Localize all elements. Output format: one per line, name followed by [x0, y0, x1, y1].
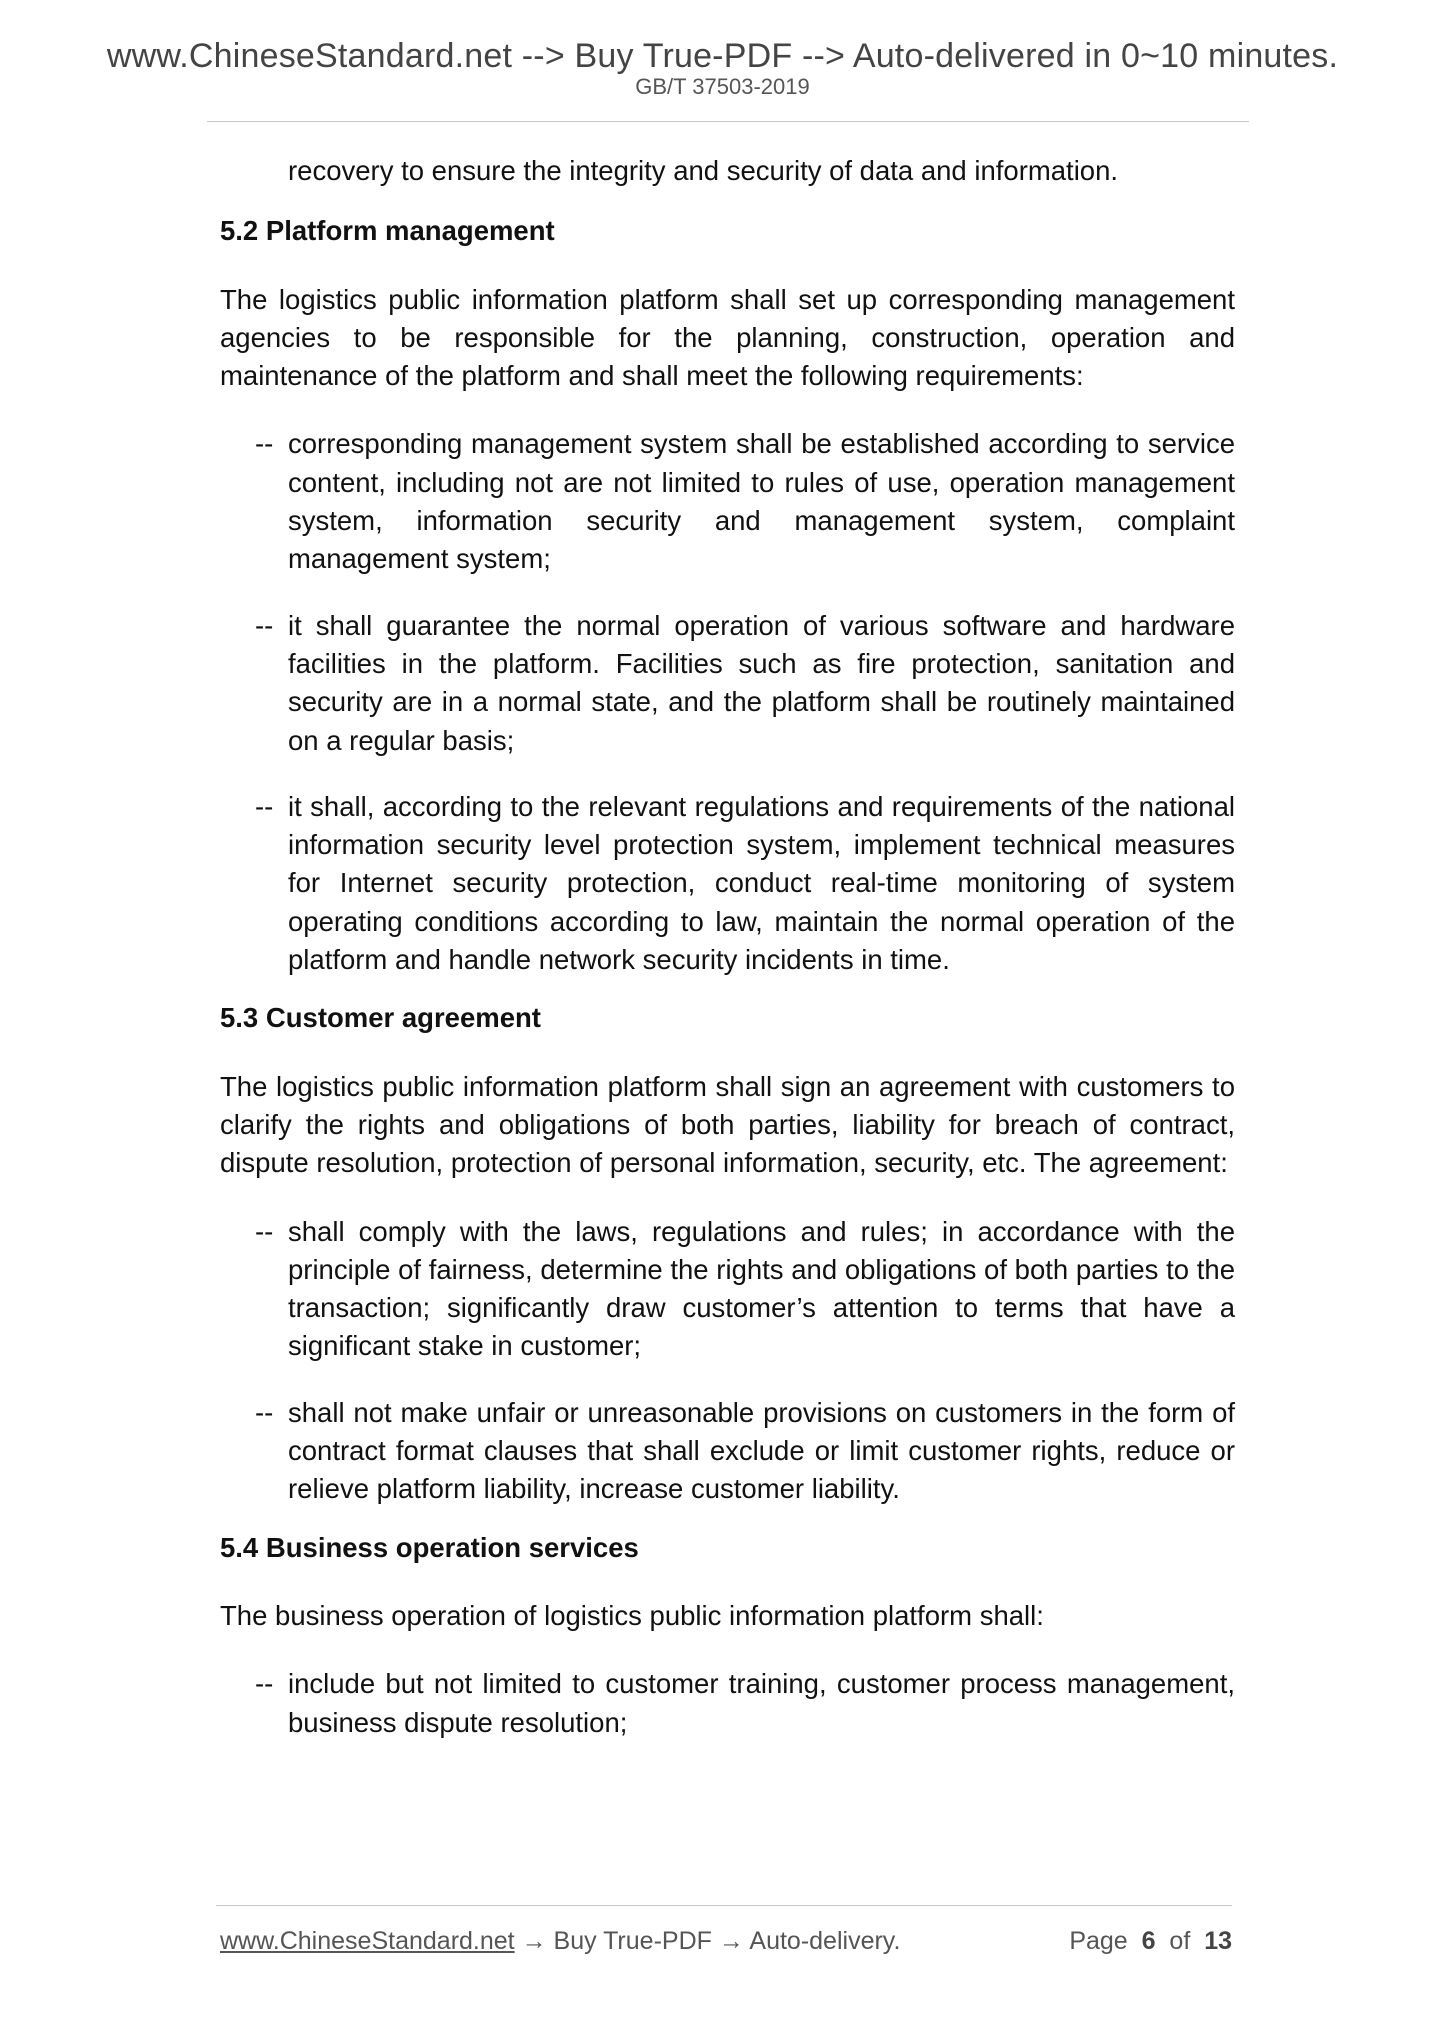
footer-link-suffix: → Buy True-PDF → Auto-delivery. [514, 1927, 901, 1955]
header-divider [207, 121, 1249, 122]
list-dash: -- [255, 428, 281, 460]
list-item [255, 1213, 1235, 1366]
page-number [1069, 1925, 1232, 1957]
section-heading: 5.3 Customer agreement [220, 1002, 541, 1034]
list-dash: -- [255, 609, 274, 641]
list-dash: -- [255, 1396, 274, 1428]
section-intro: The business operation of logistics public information platform shall: [220, 1599, 1044, 1631]
list-item-text: shall comply with the laws, regulations and rules; in accordance with the principle of fairness, determine the rights and obligations of both parties to the transaction; significantly draw customer’s attention to terms that have a significant stake in customer; [288, 1215, 1235, 1362]
footer-link[interactable]: www.ChineseStandard.net [220, 1927, 515, 1955]
list-item [255, 607, 1235, 760]
list-item-text: include but not limited to customer training, customer process management, business dispute resolution; [288, 1668, 1235, 1738]
footer-promo [220, 1925, 900, 1957]
document-body [220, 152, 1235, 1770]
page-total: 13 [1204, 1927, 1232, 1955]
list-item-text: it shall guarantee the normal operation of various software and hardware facilities in the platform. Facilities such as fire protection, sanitation and security are in a normal state, and the platform shall be routinely maintained on a regular basis; [288, 609, 1235, 756]
section-heading: 5.2 Platform management [220, 215, 555, 247]
list-item [255, 788, 1235, 979]
header-banner: www.ChineseStandard.net --> Buy True-PDF --> Auto-delivered in 0~10 minutes. [106, 37, 1339, 75]
list-item [255, 1665, 1235, 1742]
list-dash: -- [255, 1668, 281, 1700]
continuation-text: recovery to ensure the integrity and security of data and information. [288, 155, 1119, 186]
section-heading: 5.4 Business operation services [220, 1531, 639, 1563]
page-of: of [1169, 1927, 1191, 1955]
list-item-text: corresponding management system shall be established according to service content, including not are not limited to rules of use, operation management system, information security and management system, complaint management system; [288, 428, 1235, 575]
list-item-text: shall not make unfair or unreasonable provisions on customers in the form of contract format clauses that shall exclude or limit customer rights, reduce or relieve platform liability, increase customer liability. [288, 1396, 1235, 1505]
page-current: 6 [1141, 1927, 1156, 1955]
standard-code: GB/T 37503-2019 [635, 74, 810, 99]
list-dash: -- [255, 1215, 274, 1247]
list-item [255, 1394, 1235, 1509]
page-label: Page [1069, 1927, 1128, 1955]
list-item [255, 425, 1235, 578]
list-dash: -- [255, 790, 281, 822]
section-intro: The logistics public information platform shall set up corresponding management agencies to be responsible for the planning, construction, operation and maintenance of the platform and shall meet the following requirements: [220, 283, 1235, 392]
section-intro: The logistics public information platform shall sign an agreement with customers to clarify the rights and obligations of both parties, liability for breach of contract, dispute resolution, protection of personal information, security, etc. The agreement: [220, 1070, 1235, 1179]
list-item-text: it shall, according to the relevant regulations and requirements of the national information security level protection system, implement technical measures for Internet security protection, conduct real-time monitoring of system operating conditions according to law, maintain the normal operation of the platform and handle network security incidents in time. [288, 790, 1235, 976]
footer-divider [216, 1905, 1232, 1906]
